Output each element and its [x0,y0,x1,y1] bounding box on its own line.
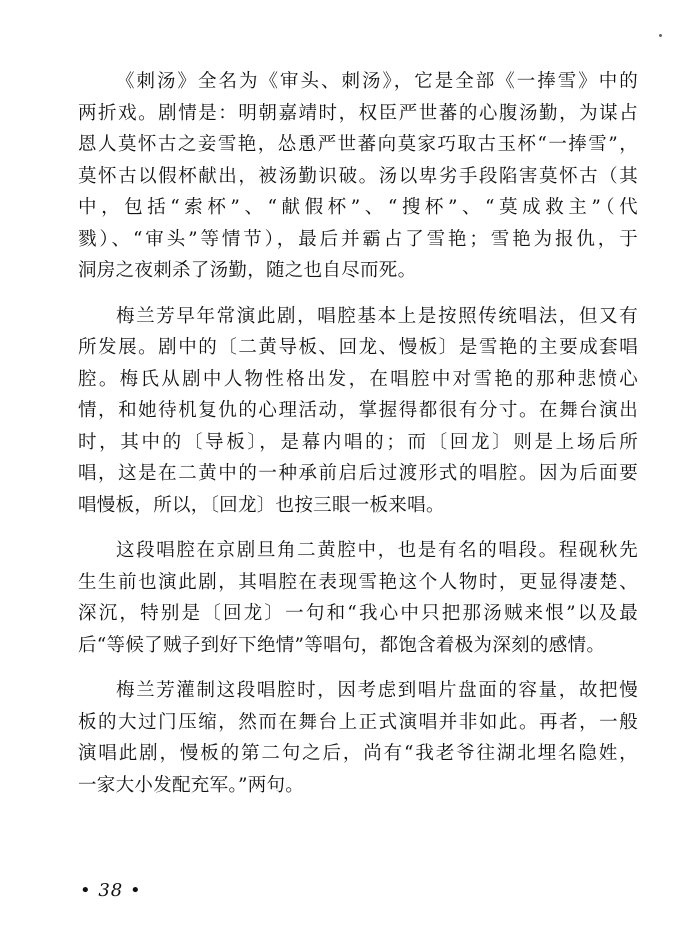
text-line: 情，和她待机复仇的心理活动，掌握得都很有分寸。在舞台演出 [78,400,638,421]
text-line: 后“等候了贼子到好下绝情”等唱句，都饱含着极为深刻的感情。 [78,634,606,656]
paragraph-2 [78,301,638,522]
text-line: 两折戏。剧情是：明朝嘉靖时，权臣严世蕃的心腹汤勤，为谋占 [78,102,638,124]
text-line: 恩人莫怀古之妾雪艳，怂恿严世蕃向莫家巧取古玉杯“一捧雪”， [78,134,638,155]
text-line: 一家大小发配充军。”两句。 [78,774,305,796]
text-line: 演唱此剧，慢板的第二句之后，尚有“我老爷往湖北埋名隐姓， [78,743,638,764]
text-line: 所发展。剧中的〔二黄导板、回龙、慢板〕是雪艳的主要成套唱 [78,337,638,358]
text-line: 洞房之夜刺杀了汤勤，随之也自尽而死。 [78,260,417,281]
text-line: 《刺汤》全名为《审头、刺汤》，它是全部《一捧雪》中的 [116,71,638,92]
text-line: 唱，这是在二黄中的一种承前启后过渡形式的唱腔。因为后面要 [78,463,638,484]
text-line: 这段唱腔在京剧旦角二黄腔中，也是有名的唱段。程砚秋先 [116,540,638,561]
body-text [78,66,638,815]
text-line: 深沉，特别是〔回龙〕一句和“我心中只把那汤贼来恨”以及最 [78,603,638,624]
text-line: 腔。梅氏从剧中人物性格出发，在唱腔中对雪艳的那种悲愤心 [78,368,638,390]
paragraph-1 [78,66,638,287]
paragraph-3 [78,535,638,661]
text-line: 生生前也演此剧，其唱腔在表现雪艳这个人物时，更显得凄楚、 [78,571,638,593]
text-line: 中，包括“索杯”、“献假杯”、“搜杯”、“莫成救主”（代 [78,197,638,218]
text-line: 梅兰芳早年常演此剧，唱腔基本上是按照传统唱法，但又有 [116,305,638,327]
text-line: 戮）、“审头”等情节），最后并霸占了雪艳；雪艳为报仇，于 [78,228,638,250]
page-number: • 38 • [80,880,142,901]
text-line: 梅兰芳灌制这段唱腔时，因考虑到唱片盘面的容量，故把慢 [116,680,638,701]
paragraph-4 [78,675,638,801]
text-line: 唱慢板，所以，〔回龙〕也按三眼一板来唱。 [78,494,445,516]
text-line: 莫怀古以假杯献出，被汤勤识破。汤以卑劣手段陷害莫怀古（其 [78,165,638,187]
text-line: 板的大过门压缩，然而在舞台上正式演唱并非如此。再者，一般 [78,711,638,733]
text-line: 时，其中的〔导板〕，是幕内唱的；而〔回龙〕则是上场后所 [78,431,638,453]
scan-speck [659,34,662,37]
